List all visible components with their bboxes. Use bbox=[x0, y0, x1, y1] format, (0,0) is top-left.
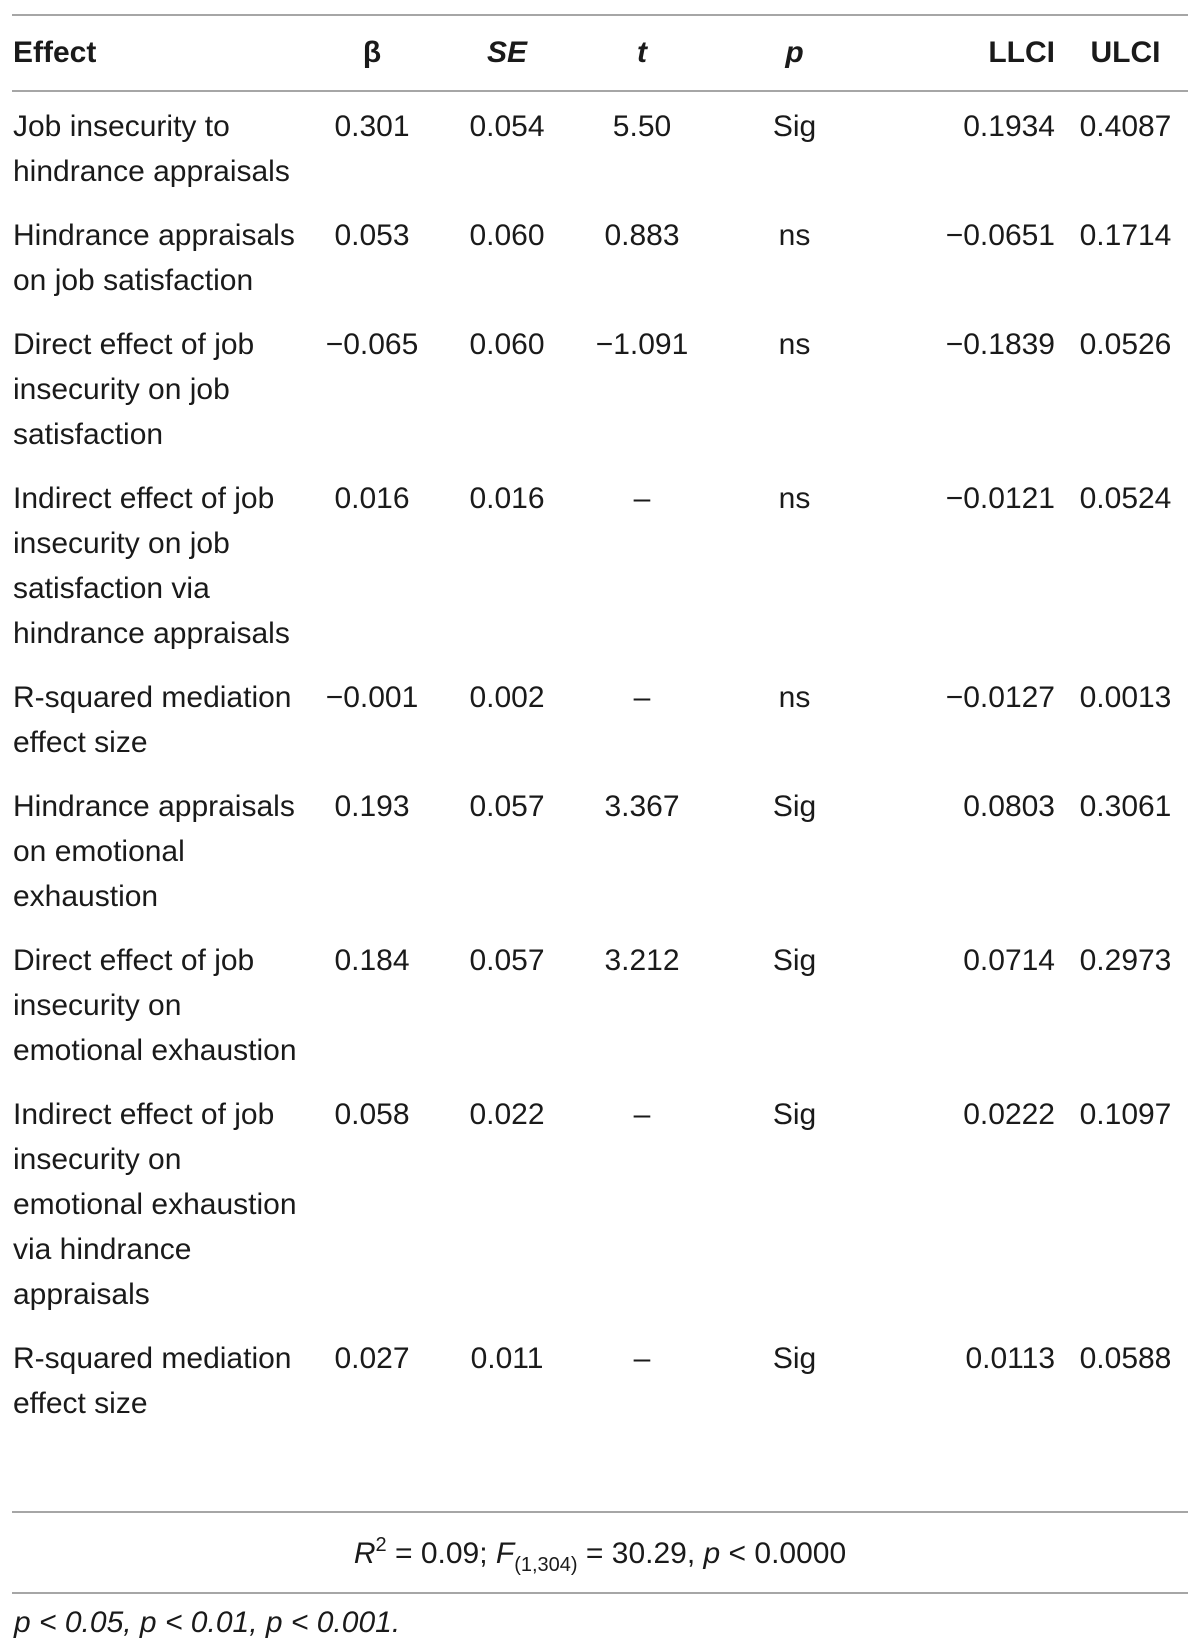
cell-llci: −0.0127 bbox=[945, 681, 1055, 714]
cell-ulci: 0.1097 bbox=[1079, 1098, 1172, 1131]
f-value: = 30.29, bbox=[577, 1537, 704, 1570]
cell-ulci: 0.4087 bbox=[1079, 110, 1172, 143]
cell-beta: 0.058 bbox=[334, 1098, 410, 1131]
cell-se: 0.060 bbox=[469, 219, 545, 252]
cell-se: 0.002 bbox=[469, 681, 545, 714]
cell-beta: 0.053 bbox=[334, 219, 410, 252]
cell-se: 0.057 bbox=[469, 790, 545, 823]
cell-p: ns bbox=[778, 219, 811, 252]
cell-ulci: 0.2973 bbox=[1079, 944, 1172, 977]
cell-effect: Indirect effect of job insecurity on job satisfaction via hindrance appraisals bbox=[13, 482, 290, 650]
table-row bbox=[12, 201, 1188, 310]
cell-beta: 0.301 bbox=[334, 110, 410, 143]
cell-ulci: 0.0524 bbox=[1079, 482, 1172, 515]
header-t: t bbox=[637, 35, 647, 69]
cell-ulci: 0.0526 bbox=[1079, 328, 1172, 361]
cell-p: Sig bbox=[772, 110, 817, 143]
cell-effect: Direct effect of job insecurity on emotional exhaustion bbox=[13, 944, 297, 1067]
cell-t: 3.212 bbox=[604, 944, 680, 977]
cell-se: 0.057 bbox=[469, 944, 545, 977]
cell-effect: Job insecurity to hindrance appraisals bbox=[13, 110, 290, 188]
p-symbol: p bbox=[703, 1537, 721, 1570]
f-degrees: (1,304) bbox=[514, 1554, 578, 1576]
header-p: p bbox=[785, 35, 804, 69]
cell-llci: 0.1934 bbox=[963, 110, 1055, 143]
cell-effect: Hindrance appraisals on emotional exhaustion bbox=[13, 790, 295, 913]
cell-t: 5.50 bbox=[612, 110, 672, 143]
cell-ulci: 0.0013 bbox=[1079, 681, 1172, 714]
header-effect: Effect bbox=[13, 35, 97, 69]
cell-beta: −0.065 bbox=[325, 328, 419, 361]
cell-llci: −0.0651 bbox=[945, 219, 1055, 252]
cell-se: 0.022 bbox=[469, 1098, 545, 1131]
footnote-rule bbox=[12, 1592, 1188, 1594]
table-row bbox=[12, 663, 1188, 772]
cell-p: ns bbox=[778, 681, 811, 714]
r-exponent: 2 bbox=[375, 1534, 387, 1556]
cell-effect: Hindrance appraisals on job satisfaction bbox=[13, 219, 295, 297]
cell-llci: 0.0714 bbox=[963, 944, 1055, 977]
cell-llci: −0.0121 bbox=[945, 482, 1055, 515]
table-bottom-rule bbox=[12, 1511, 1188, 1513]
cell-ulci: 0.0588 bbox=[1079, 1342, 1172, 1375]
table-row bbox=[12, 772, 1188, 926]
r-value: = 0.09; bbox=[386, 1537, 496, 1570]
cell-beta: 0.193 bbox=[334, 790, 410, 823]
r-symbol: R bbox=[353, 1537, 376, 1570]
model-fit-note bbox=[12, 1524, 1188, 1584]
cell-llci: 0.0222 bbox=[963, 1098, 1055, 1131]
cell-t: – bbox=[633, 1342, 651, 1375]
cell-t: 0.883 bbox=[604, 219, 680, 252]
table-row bbox=[12, 926, 1188, 1080]
cell-beta: 0.184 bbox=[334, 944, 410, 977]
cell-llci: 0.0803 bbox=[963, 790, 1055, 823]
cell-t: −1.091 bbox=[595, 328, 689, 361]
cell-se: 0.011 bbox=[470, 1342, 544, 1375]
cell-t: 3.367 bbox=[604, 790, 680, 823]
cell-ulci: 0.1714 bbox=[1079, 219, 1172, 252]
significance-note: p < 0.05, p < 0.01, p < 0.001. bbox=[14, 1606, 401, 1639]
cell-effect: Indirect effect of job insecurity on emotional exhaustion via hindrance appraisals bbox=[13, 1098, 297, 1311]
cell-se: 0.054 bbox=[469, 110, 545, 143]
cell-p: ns bbox=[778, 328, 811, 361]
cell-p: Sig bbox=[772, 1342, 817, 1375]
cell-t: – bbox=[633, 1098, 651, 1131]
header-llci: LLCI bbox=[988, 35, 1055, 69]
cell-p: Sig bbox=[772, 790, 817, 823]
header-beta: β bbox=[362, 35, 382, 69]
f-symbol: F bbox=[495, 1537, 515, 1570]
cell-se: 0.016 bbox=[469, 482, 545, 515]
header-se: SE bbox=[486, 35, 528, 69]
table-row bbox=[12, 464, 1188, 663]
cell-p: Sig bbox=[772, 944, 817, 977]
table-header-row bbox=[12, 14, 1188, 91]
cell-effect: R-squared mediation effect size bbox=[13, 1342, 292, 1420]
cell-p: ns bbox=[778, 482, 811, 515]
cell-llci: 0.0113 bbox=[965, 1342, 1055, 1375]
cell-beta: 0.027 bbox=[334, 1342, 410, 1375]
table-row bbox=[12, 1324, 1188, 1433]
mediation-results-table bbox=[12, 14, 1188, 1433]
header-ulci: ULCI bbox=[1090, 35, 1161, 69]
cell-ulci: 0.3061 bbox=[1079, 790, 1172, 823]
cell-t: – bbox=[633, 482, 651, 515]
cell-beta: −0.001 bbox=[325, 681, 419, 714]
cell-beta: 0.016 bbox=[334, 482, 410, 515]
table-row bbox=[12, 91, 1188, 201]
cell-p: Sig bbox=[772, 1098, 817, 1131]
table-row bbox=[12, 310, 1188, 464]
table-row bbox=[12, 1080, 1188, 1324]
p-value: < 0.0000 bbox=[720, 1537, 847, 1570]
cell-se: 0.060 bbox=[469, 328, 545, 361]
cell-effect: Direct effect of job insecurity on job satisfaction bbox=[13, 328, 255, 451]
cell-effect: R-squared mediation effect size bbox=[13, 681, 292, 759]
cell-llci: −0.1839 bbox=[945, 328, 1055, 361]
cell-t: – bbox=[633, 681, 651, 714]
